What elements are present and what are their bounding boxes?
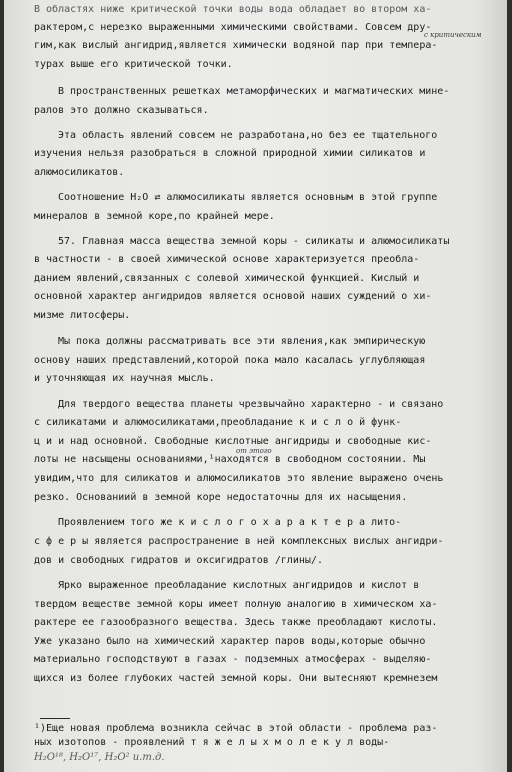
text-line-18: основу наших представлений,которой пока мало касалась углубляющая (34, 355, 426, 366)
text-line-10: Соотношение H₂O ⇄ алюмосиликаты является основным в этой группе (58, 192, 438, 203)
text-line-29: Ярко выраженное преобладание кислотных ангидридов и кислот в (58, 580, 420, 591)
text-line-24: увидим,что для силикатов и алюмосиликатов это явление выражено очень (34, 473, 444, 484)
text-line-15: основной характер ангидридов является основой наших суждений о хи- (34, 291, 432, 302)
text-line-19: и уточняющая их научная мысль. (34, 373, 215, 384)
text-line-2: рактером,с нерезко выраженными химическими свойствами. Совсем дру- (34, 22, 432, 33)
footnote-line-2: ных изотопов - проявлений т я ж е л ы х м о л е к у л воды- (34, 737, 390, 748)
text-line-9: алюмосиликатов. (34, 167, 125, 178)
text-line-22: ц и и над основной. Свободные кислотные ангидриды и свободные кис- (34, 436, 432, 447)
text-line-4: турах выше его критической точки. (34, 59, 233, 70)
text-line-21: с силикатами и алюмосиликатами,преобладание к и с л о й функ- (34, 417, 402, 428)
handwritten-note-ot-etogo: от этого (236, 447, 272, 455)
footnote-formulas: H₂O¹⁸, H₂O¹⁷, H₂O² и.т.д. (34, 752, 165, 763)
text-line-20: Для твердого вещества планеты чрезвычайно характерно - и связано (58, 399, 444, 410)
text-line-16: мизме литосферы. (34, 310, 131, 321)
text-line-13: в частности - в своей химической основе характеризуется преобла- (34, 254, 420, 265)
footnote-divider (40, 718, 70, 719)
text-line-14: данием явлений,связанных с солевой химической функцией. Кислый и (34, 273, 420, 284)
text-line-11: минералов в земной коре,по крайней мере. (34, 211, 275, 222)
text-line-17: Мы пока должны рассматривать все эти явления,как эмпирическую (58, 336, 426, 347)
text-line-3: гим,как вислый ангидрид,является химически водяной пар при темпера- (34, 40, 438, 51)
text-line-1: В областях ниже критической точки воды вода обладает во втором ха- (34, 4, 432, 15)
text-line-27: с ф е р ы является распространение в ней комплексных вислых ангидри- (34, 536, 444, 547)
text-line-28: дов и свободных гидратов и оксигидратов /глины/. (34, 555, 323, 566)
text-line-5: В пространственных решетках метаморфических и магматических мине- (58, 86, 450, 97)
text-line-23: лоты не насыщены основаниями,¹находятся в свободном состоянии. Мы (34, 454, 426, 465)
text-line-33: материально господствуют в газах - подземных атмосферах - выделяю- (34, 654, 432, 665)
text-line-31: рактере ее газообразного вещества. Здесь также преобладают кислоты. (34, 617, 438, 628)
text-line-6: ралов это должно сказываться. (34, 105, 209, 116)
text-line-32: Уже указано было на химический характер паров воды,которые обычно (34, 636, 426, 647)
text-line-30: твердом веществе земной коры имеет полную аналогию в химическом ха- (34, 599, 438, 610)
text-line-34: щихся из более глубоких частей земной коры. Они вытесняют кремнезем (34, 673, 438, 684)
text-line-8: изучения нельзя разобраться в сложной природной химии силикатов и (34, 148, 426, 159)
text-line-7: Эта область явлений совсем не разработана,но без ее тщательного (58, 130, 438, 141)
section-57-line-1: 57. Главная масса вещества земной коры - силикаты и алюмосиликаты (58, 236, 450, 247)
handwritten-note-critical: с критическим (424, 31, 482, 39)
text-line-26: Проявлением того же к и с л о г о х а р а к т е р а лито- (58, 517, 402, 528)
typewritten-page (4, 0, 507, 772)
text-line-25: резко. Основаниий в земной коре недостаточны для их насыщения. (34, 492, 408, 503)
footnote-line-1: ¹)Еще новая проблема возникла сейчас в этой области - проблема раз- (34, 723, 438, 734)
